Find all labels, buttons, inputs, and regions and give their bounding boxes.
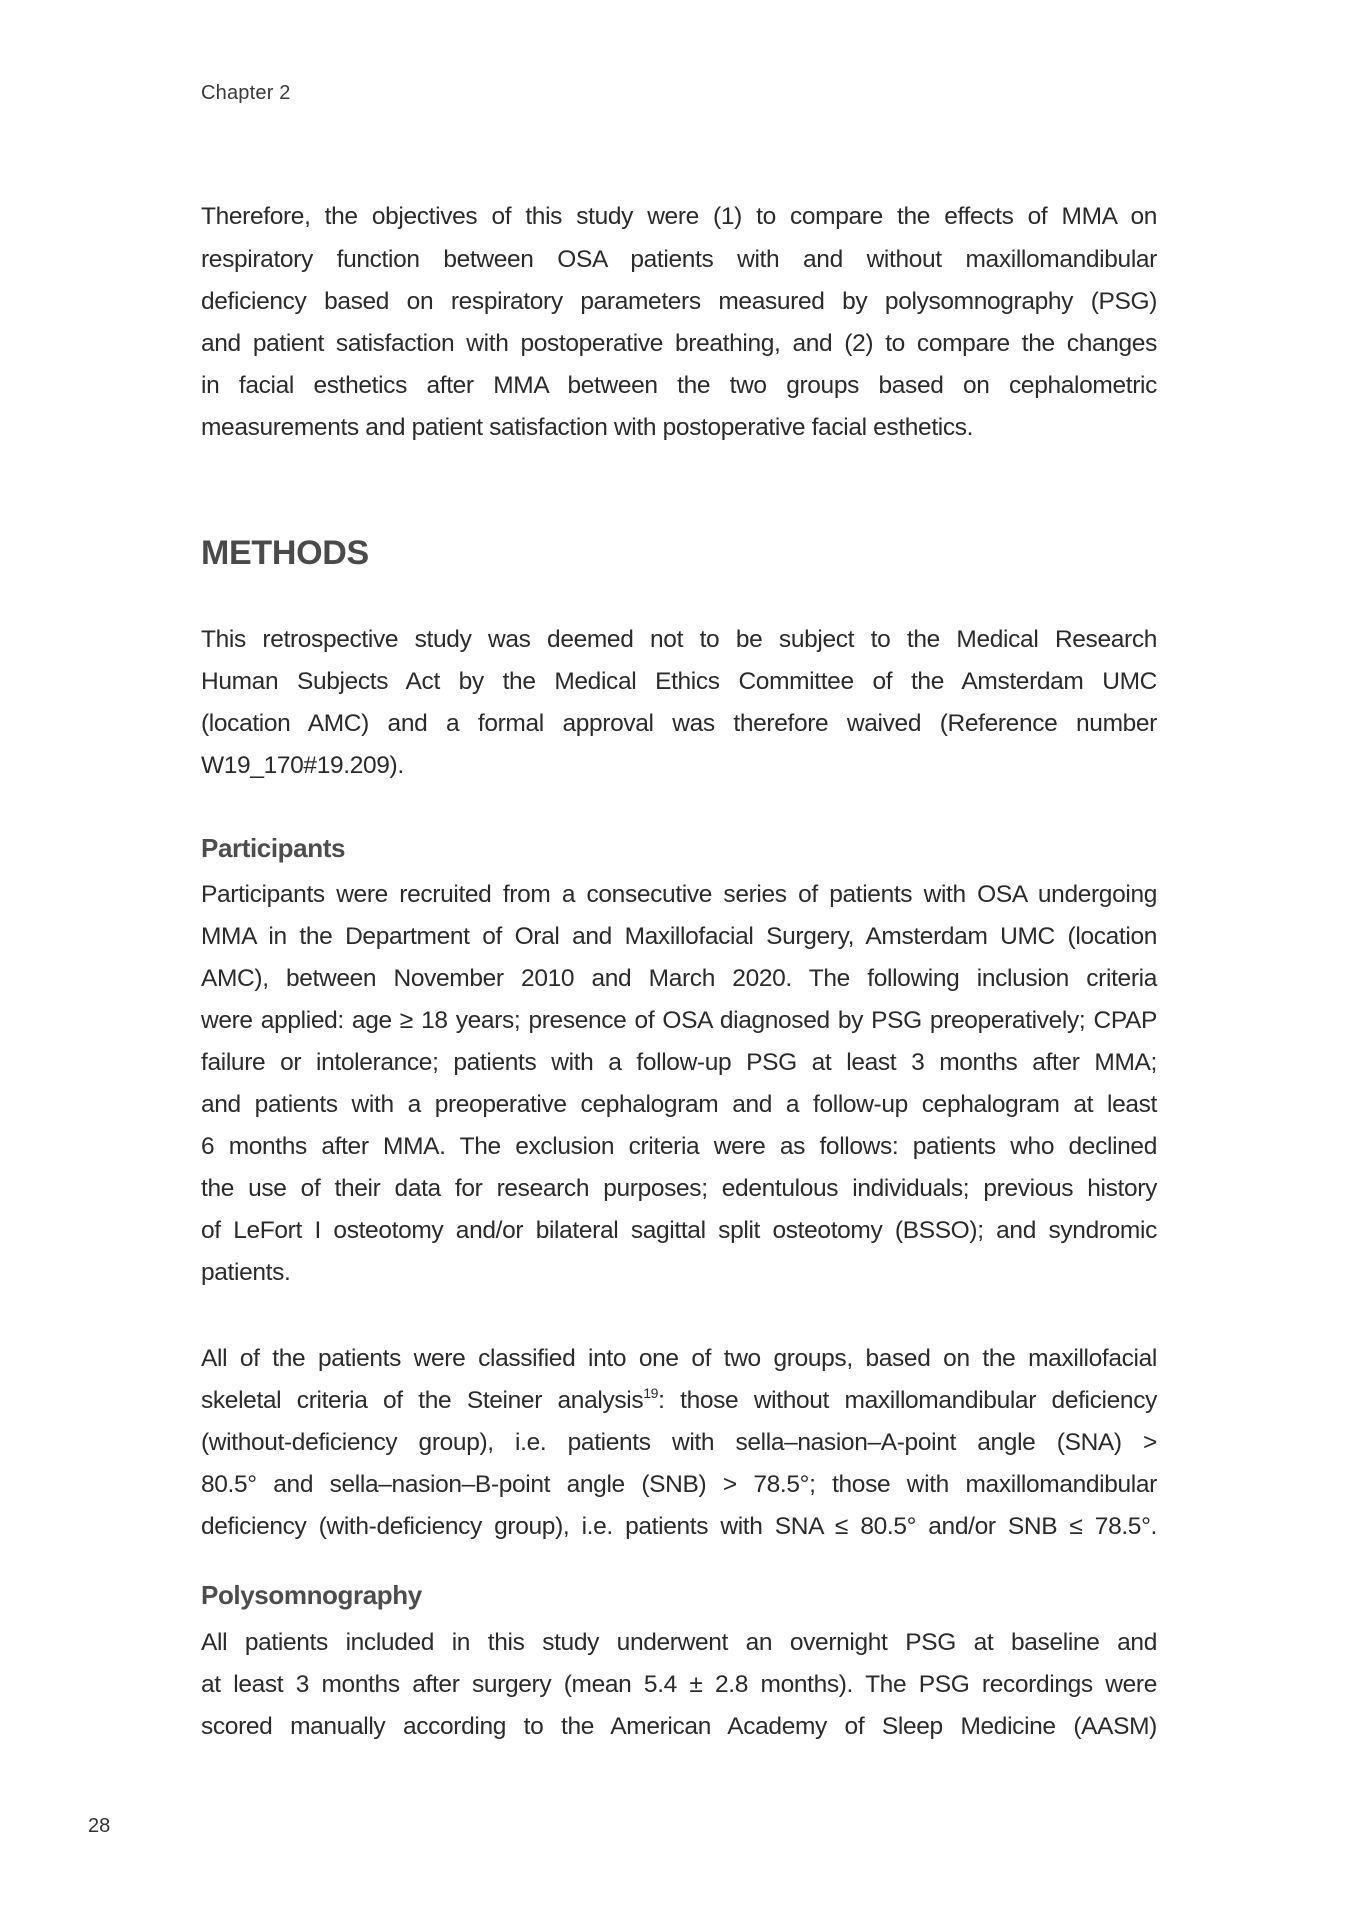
page-number: 28 <box>88 1815 111 1837</box>
text-span: skeletal criteria of the Steiner analysis <box>201 1387 644 1414</box>
text-line: Participants were recruited from a consecutive series of patients with OSA undergoing <box>201 881 1157 908</box>
text-line: respiratory function between OSA patients with and without maxillomandibular <box>201 246 1157 273</box>
text-line: failure or intolerance; patients with a follow-up PSG at least 3 months after MMA; <box>201 1049 1157 1076</box>
text-line: at least 3 months after surgery (mean 5.4 ± 2.8 months). The PSG recordings were <box>201 1671 1157 1698</box>
text-line: 80.5° and sella–nasion–B-point angle (SNB) > 78.5°; those with maxillomandibular <box>201 1471 1157 1498</box>
text-line: MMA in the Department of Oral and Maxillofacial Surgery, Amsterdam UMC (location <box>201 923 1157 950</box>
text-line: 6 months after MMA. The exclusion criteria were as follows: patients who declined <box>201 1133 1157 1160</box>
text-line: This retrospective study was deemed not to be subject to the Medical Research <box>201 626 1157 653</box>
text-line: of LeFort I osteotomy and/or bilateral sagittal split osteotomy (BSSO); and syndromic <box>201 1217 1157 1244</box>
subsection-heading-participants: Participants <box>201 833 346 863</box>
section-heading-methods: METHODS <box>201 534 369 572</box>
text-line: AMC), between November 2010 and March 2020. The following inclusion criteria <box>201 965 1157 992</box>
text-line: All of the patients were classified into one of two groups, based on the maxillofacial <box>201 1345 1157 1372</box>
text-line: deficiency based on respiratory parameters measured by polysomnography (PSG) <box>201 288 1157 315</box>
text-line: (location AMC) and a formal approval was therefore waived (Reference number <box>201 710 1157 737</box>
text-line: were applied: age ≥ 18 years; presence of OSA diagnosed by PSG preoperatively; CPAP <box>201 1007 1157 1034</box>
text-line: Human Subjects Act by the Medical Ethics Committee of the Amsterdam UMC <box>201 668 1157 695</box>
text-line: scored manually according to the American Academy of Sleep Medicine (AASM) <box>201 1713 1157 1740</box>
text-line: All patients included in this study underwent an overnight PSG at baseline and <box>201 1629 1157 1656</box>
text-line: patients. <box>201 1259 291 1286</box>
text-line: and patients with a preoperative cephalogram and a follow-up cephalogram at least <box>201 1091 1157 1118</box>
text-line: and patient satisfaction with postoperative breathing, and (2) to compare the changes <box>201 330 1157 357</box>
subsection-heading-polysomnography: Polysomnography <box>201 1580 422 1610</box>
text-line <box>201 1386 1157 1416</box>
text-line: (without-deficiency group), i.e. patients with sella–nasion–A-point angle (SNA) > <box>201 1429 1157 1456</box>
running-head: Chapter 2 <box>201 82 291 104</box>
text-line: measurements and patient satisfaction with postoperative facial esthetics. <box>201 414 974 441</box>
text-line: W19_170#19.209). <box>201 752 404 779</box>
text-line: in facial esthetics after MMA between the two groups based on cephalometric <box>201 372 1157 399</box>
text-span: : those without maxillomandibular deficiency <box>658 1387 1157 1414</box>
citation-superscript: 19 <box>643 1385 659 1401</box>
text-line: deficiency (with-deficiency group), i.e. patients with SNA ≤ 80.5° and/or SNB ≤ 78.5°. <box>201 1513 1157 1540</box>
text-line: Therefore, the objectives of this study were (1) to compare the effects of MMA on <box>201 203 1157 230</box>
text-line: the use of their data for research purposes; edentulous individuals; previous history <box>201 1175 1157 1202</box>
